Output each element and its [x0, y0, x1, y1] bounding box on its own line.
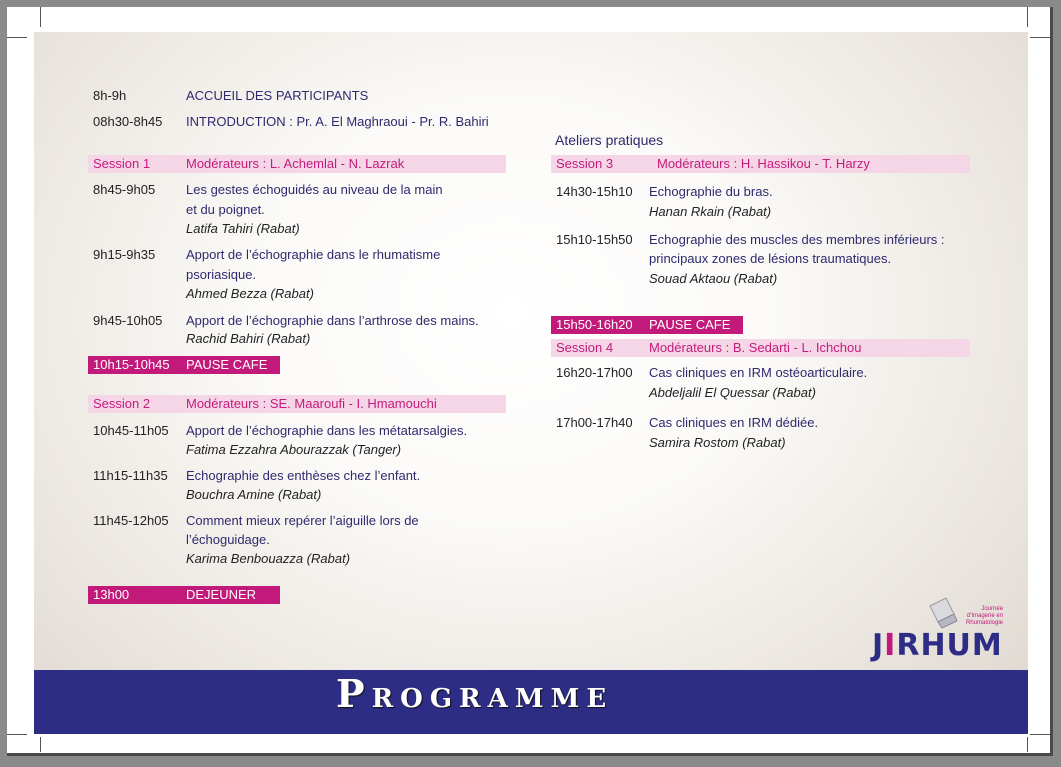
session-moderators: Modérateurs : H. Hassikou - T. Harzy: [657, 156, 870, 171]
talk-speaker: Fatima Ezzahra Abourazzak (Tanger): [186, 442, 402, 457]
session-header: [551, 339, 970, 357]
session-label: Session 1: [93, 156, 151, 171]
logo-tagline-line: Rhumatologie: [966, 620, 1004, 626]
crop-mark: [1030, 734, 1050, 735]
talk-title: Apport de l’échographie dans le rhumatisme: [186, 247, 441, 262]
coffee-break-bar: [88, 356, 280, 374]
session-label: Session 4: [556, 340, 614, 355]
session-moderators: Modérateurs : B. Sedarti - L. Ichchou: [649, 340, 862, 355]
lunch-bar: [88, 586, 280, 604]
time-slot: 10h45-11h05: [93, 423, 169, 438]
talk-title: Echographie des enthèses chez l’enfant.: [186, 468, 421, 483]
break-time: 15h50-16h20: [556, 317, 633, 332]
session-header: [88, 155, 506, 173]
talk-title: Cas cliniques en IRM ostéoarticulaire.: [649, 365, 868, 380]
agenda-item-title: ACCUEIL DES PARTICIPANTS: [186, 88, 369, 103]
talk-title: Cas cliniques en IRM dédiée.: [649, 415, 819, 430]
talk-title: l’échoguidage.: [186, 532, 270, 547]
talk-speaker: Hanan Rkain (Rabat): [649, 204, 772, 219]
time-slot: 16h20-17h00: [556, 365, 633, 380]
talk-speaker: Samira Rostom (Rabat): [649, 435, 786, 450]
logo-tagline-line: d'Imagerie en: [966, 613, 1004, 619]
talk-speaker: Karima Benbouazza (Rabat): [186, 551, 351, 566]
logo-letter-i: I: [884, 628, 897, 663]
session-moderators: Modérateurs : L. Achemlal - N. Lazrak: [186, 156, 405, 171]
break-label: PAUSE CAFE: [649, 317, 731, 332]
talk-title: et du poignet.: [186, 202, 265, 217]
title-rest: ROGRAMME: [371, 684, 614, 714]
logo-tagline: [966, 606, 1003, 627]
session-header: [88, 395, 506, 413]
lunch-label: DEJEUNER: [186, 587, 257, 602]
talk-title: Echographie du bras.: [649, 184, 773, 199]
talk-title: Les gestes échoguidés au niveau de la main: [186, 182, 443, 197]
time-slot: 8h45-9h05: [93, 182, 156, 197]
title-initial: P: [336, 671, 372, 716]
time-slot: 9h45-10h05: [93, 313, 163, 328]
talk-speaker: Abdeljalil El Quessar (Rabat): [649, 385, 816, 400]
talk-speaker: Latifa Tahiri (Rabat): [186, 221, 300, 236]
break-time: 10h15-10h45: [93, 357, 170, 372]
time-slot: 17h00-17h40: [556, 415, 633, 430]
talk-speaker: Bouchra Amine (Rabat): [186, 487, 322, 502]
session-header: [551, 155, 970, 173]
programme-page: [34, 32, 1028, 734]
talk-title: Apport de l’échographie dans l’arthrose des mains.: [186, 313, 479, 328]
programme-title: [336, 671, 614, 719]
time-slot: 14h30-15h10: [556, 184, 633, 199]
workshops-heading: Ateliers pratiques: [555, 132, 664, 148]
session-label: Session 2: [93, 396, 151, 411]
agenda-item-title: INTRODUCTION : Pr. A. El Maghraoui - Pr. R. Bahiri: [186, 114, 489, 129]
session-moderators: Modérateurs : SE. Maaroufi - I. Hmamouchi: [186, 396, 437, 411]
logo-letters: RHUM: [896, 628, 1003, 663]
crop-mark: [40, 7, 41, 27]
break-label: PAUSE CAFE: [186, 357, 268, 372]
time-slot: 11h45-12h05: [93, 513, 169, 528]
session-label: Session 3: [556, 156, 614, 171]
lunch-time: 13h00: [93, 587, 130, 602]
crop-mark: [1030, 37, 1050, 38]
talk-title: Echographie des muscles des membres inférieurs :: [649, 232, 945, 247]
talk-title: principaux zones de lésions traumatiques.: [649, 251, 892, 266]
time-slot: 08h30-8h45: [93, 114, 163, 129]
crop-mark: [1027, 737, 1028, 752]
crop-mark: [7, 734, 27, 735]
time-slot: 8h-9h: [93, 88, 127, 103]
talk-title: Comment mieux repérer l’aiguille lors de: [186, 513, 419, 528]
crop-mark: [40, 737, 41, 752]
logo-letters: J: [872, 628, 885, 663]
coffee-break-bar: [551, 316, 743, 334]
jirhum-logo: [872, 598, 1022, 668]
logo-tagline-line: Journée: [981, 606, 1004, 612]
talk-title: psoriasique.: [186, 267, 257, 282]
crop-mark: [7, 37, 27, 38]
time-slot: 11h15-11h35: [93, 468, 168, 483]
time-slot: 9h15-9h35: [93, 247, 156, 262]
talk-speaker: Ahmed Bezza (Rabat): [186, 286, 314, 301]
talk-speaker: Rachid Bahiri (Rabat): [186, 331, 311, 346]
ultrasound-probe-icon: [924, 596, 964, 630]
talk-title: Apport de l’échographie dans les métatarsalgies.: [186, 423, 468, 438]
logo-wordmark: [872, 628, 1003, 663]
talk-speaker: Souad Aktaou (Rabat): [649, 271, 778, 286]
time-slot: 15h10-15h50: [556, 232, 633, 247]
crop-mark: [1027, 7, 1028, 27]
